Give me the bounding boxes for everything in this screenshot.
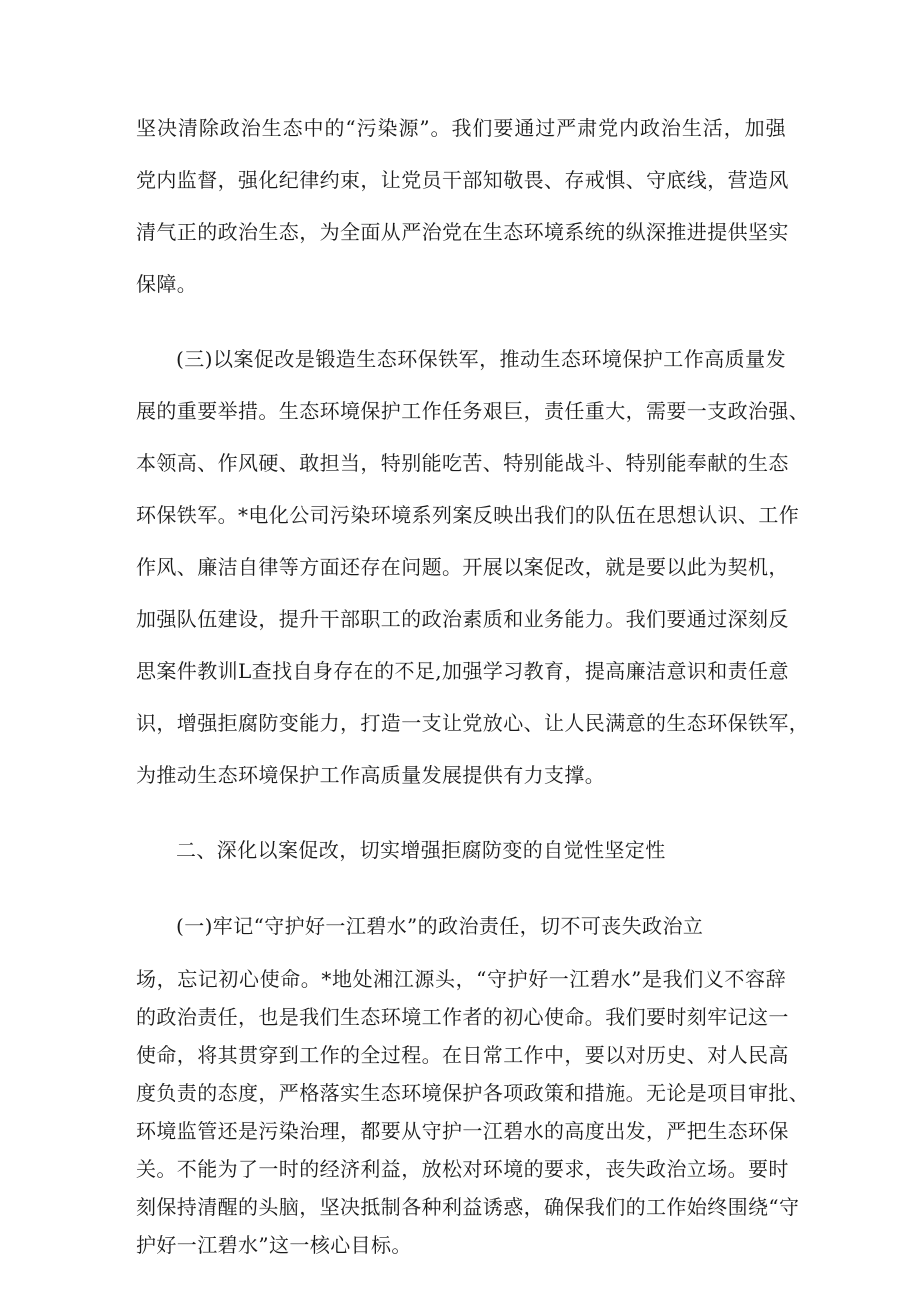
subsection-heading-1: (一)牢记“守护好一江碧水”的政治责任，切不可丧失政治立 — [176, 914, 704, 938]
section-heading-3: (三)以案促改是锻造生态环保铁军，推动生态环境保护工作高质量发 — [176, 347, 786, 371]
section-heading-2: 二、深化以案促改，切实增强拒腐防变的自觉性坚定性 — [176, 838, 666, 862]
text-line: 加强队伍建设，提升干部职工的政治素质和业务能力。我们要通过深刻反 — [136, 607, 789, 631]
text-line: 的政治责任，也是我们生态环境工作者的初心使命。我们要时刻牢记这一 — [136, 1005, 789, 1029]
text-line: 保障。 — [136, 272, 198, 296]
text-line: 本领高、作风硬、敢担当，特别能吃苦、特别能战斗、特别能奉献的生态 — [136, 451, 789, 475]
text-line: 度负责的态度，严格落实生态环境保护各项政策和措施。无论是项目审批、 — [136, 1081, 810, 1105]
text-line: 为推动生态环境保护工作高质量发展提供有力支撑。 — [136, 763, 606, 787]
text-line: 护好一江碧水”这一核心目标。 — [136, 1233, 412, 1257]
text-line: 环境监管还是污染治理，都要从守护一江碧水的高度出发，严把生态环保 — [136, 1119, 789, 1143]
text-line: 作风、廉洁自律等方面还存在问题。开展以案促改，就是要以此为契机， — [136, 555, 789, 579]
text-line: 清气正的政治生态，为全面从严治党在生态环境系统的纵深推进提供坚实 — [136, 220, 789, 244]
text-line: 识，增强拒腐防变能力，打造一支让党放心、让人民满意的生态环保铁军， — [136, 711, 810, 735]
text-line: 党内监督，强化纪律约束，让党员干部知敬畏、存戒惧、守底线，营造风 — [136, 168, 789, 192]
text-line: 场，忘记初心使命。*地处湘江源头，“守护好一江碧水”是我们义不容辞 — [136, 967, 786, 991]
text-line: 坚决清除政治生态中的“污染源”。我们要通过严肃党内政治生活，加强 — [136, 116, 786, 140]
text-line: 关。不能为了一时的经济利益，放松对环境的要求，丧失政治立场。要时 — [136, 1157, 789, 1181]
text-line: 环保铁军。*电化公司污染环境系列案反映出我们的队伍在思想认识、工作 — [136, 503, 800, 527]
text-line: 使命，将其贯穿到工作的全过程。在日常工作中，要以对历史、对人民高 — [136, 1043, 789, 1067]
text-line: 刻保持清醒的头脑，坚决抵制各种利益诱惑，确保我们的工作始终围绕“守 — [136, 1195, 800, 1219]
text-line: 展的重要举措。生态环境保护工作任务艰巨，责任重大，需要一支政治强、 — [136, 399, 810, 423]
text-line: 思案件教训L查找自身存在的不足,加强学习教育，提高廉洁意识和责任意 — [136, 659, 789, 683]
